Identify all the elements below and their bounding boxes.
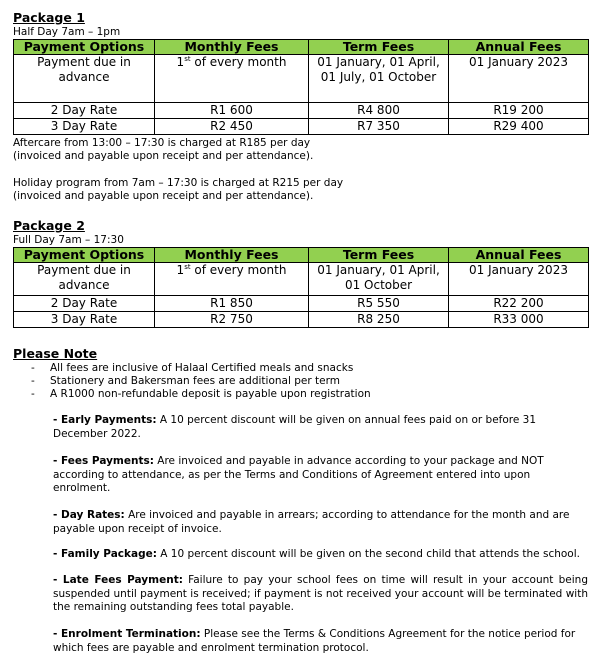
family-package-paragraph: - Family Package: A 10 percent discount will be given on the second child that attends the school. (53, 548, 580, 560)
cell-advance-label: Payment due in advance (14, 55, 155, 103)
header-monthly-fees: Monthly Fees (155, 40, 309, 55)
table-header-row (14, 248, 589, 263)
package-1-title: Package 1 (13, 10, 85, 25)
aftercare-note: Aftercare from 13:00 – 17:30 is charged at R185 per day (13, 137, 311, 149)
fees-payments-paragraph: - Fees Payments: Are invoiced and payable in advance according to your package and NOT according to attendance, as per the Terms and Conditions of Agreement entered into upon enrolment. (53, 455, 544, 494)
cell-rate-monthly: R1 600 (155, 103, 309, 119)
package-1-subtitle: Half Day 7am – 1pm (13, 26, 121, 38)
cell-advance-annual: 01 January 2023 (449, 55, 589, 103)
holiday-note: Holiday program from 7am – 17:30 is charged at R215 per day (13, 177, 344, 189)
please-note-title: Please Note (13, 346, 98, 361)
table-row (14, 55, 589, 103)
cell-rate-term: R7 350 (309, 119, 449, 135)
day-rates-paragraph: - Day Rates: Are invoiced and payable in arrears; according to attendance for the month and are payable upon receipt of invoice. (53, 509, 570, 535)
table-row (14, 312, 589, 328)
late-fees-paragraph: - Late Fees Payment: Failure to pay your school fees on time will result in your account being suspended until payment is received; if payment is not received your account will be terminated with the remaining outstanding fees total payable. (53, 574, 588, 613)
cell-rate-label: 2 Day Rate (14, 103, 155, 119)
header-payment-options: Payment Options (14, 40, 155, 55)
header-term-fees: Term Fees (309, 40, 449, 55)
table-row (14, 296, 589, 312)
header-term-fees: Term Fees (309, 248, 449, 263)
cell-advance-monthly: 1st of every month (155, 55, 309, 103)
cell-rate-annual: R22 200 (449, 296, 589, 312)
header-annual-fees: Annual Fees (449, 40, 589, 55)
holiday-note-detail: (invoiced and payable upon receipt and per attendance). (13, 190, 314, 202)
cell-rate-monthly: R1 850 (155, 296, 309, 312)
list-item: - A R1000 non-refundable deposit is payable upon registration (31, 388, 371, 400)
package-2-subtitle: Full Day 7am – 17:30 (13, 234, 124, 246)
table-header-row (14, 40, 589, 55)
table-row (14, 103, 589, 119)
cell-rate-label: 3 Day Rate (14, 119, 155, 135)
package-1-table (13, 39, 589, 135)
package-2-table (13, 247, 589, 328)
package-2-title: Package 2 (13, 218, 85, 233)
table-row (14, 263, 589, 296)
cell-advance-label: Payment due in advance (14, 263, 155, 296)
table-row (14, 119, 589, 135)
cell-rate-label: 2 Day Rate (14, 296, 155, 312)
enrolment-termination-paragraph: - Enrolment Termination: Please see the Terms & Conditions Agreement for the notice period for which fees are payable and enrolment termination protocol. (53, 628, 576, 654)
aftercare-note-detail: (invoiced and payable upon receipt and per attendance). (13, 150, 314, 162)
cell-advance-term: 01 January, 01 April, 01 July, 01 October (309, 55, 449, 103)
please-note-list (13, 362, 371, 401)
list-item: - Stationery and Bakersman fees are additional per term (31, 375, 340, 387)
cell-rate-monthly: R2 750 (155, 312, 309, 328)
header-monthly-fees: Monthly Fees (155, 248, 309, 263)
cell-rate-annual: R29 400 (449, 119, 589, 135)
cell-rate-annual: R33 000 (449, 312, 589, 328)
cell-advance-term: 01 January, 01 April, 01 October (309, 263, 449, 296)
header-annual-fees: Annual Fees (449, 248, 589, 263)
cell-rate-term: R8 250 (309, 312, 449, 328)
early-payments-paragraph: - Early Payments: A 10 percent discount will be given on annual fees paid on or before 31 December 2022. (53, 414, 537, 440)
cell-rate-label: 3 Day Rate (14, 312, 155, 328)
cell-rate-monthly: R2 450 (155, 119, 309, 135)
header-payment-options: Payment Options (14, 248, 155, 263)
cell-rate-term: R5 550 (309, 296, 449, 312)
list-item: - All fees are inclusive of Halaal Certified meals and snacks (31, 362, 354, 374)
cell-rate-term: R4 800 (309, 103, 449, 119)
cell-advance-annual: 01 January 2023 (449, 263, 589, 296)
cell-rate-annual: R19 200 (449, 103, 589, 119)
cell-advance-monthly: 1st of every month (155, 263, 309, 296)
